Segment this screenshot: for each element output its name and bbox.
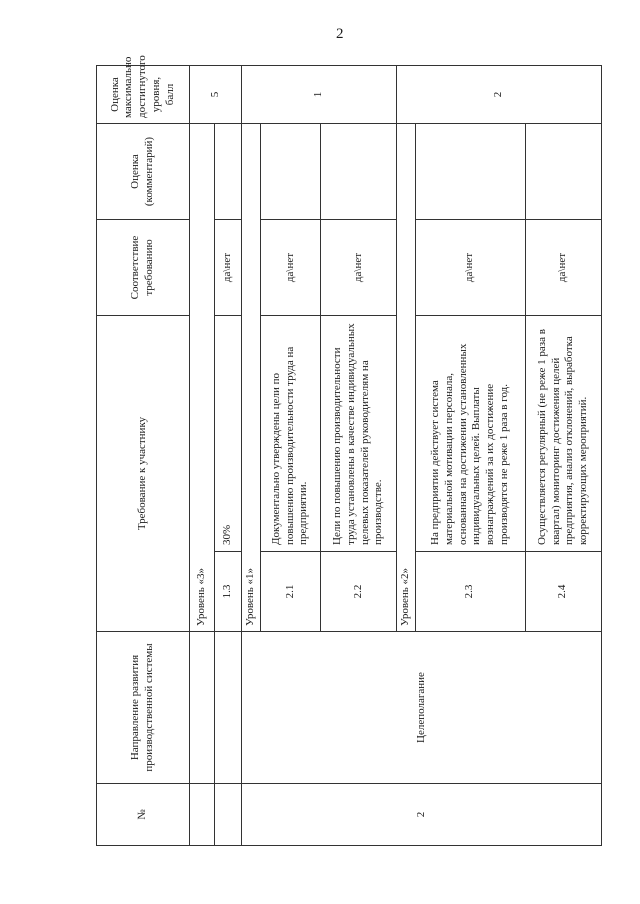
compliance-value: да\нет bbox=[215, 220, 242, 316]
empty-direction-cell bbox=[215, 632, 242, 784]
level-1-score: 1 bbox=[242, 66, 397, 124]
header-compliance: Соответствие требованию bbox=[97, 220, 190, 316]
row-number: 2.3 bbox=[416, 552, 525, 632]
header-assessment: Оценка (комментарий) bbox=[97, 124, 190, 220]
requirement-text: Осуществляется регулярный (не реже 1 раза в квартал) мониторинг достижения целей предприятия, анализ отклонений, выработка корректирующих мероприятий. bbox=[525, 316, 602, 552]
header-num: № bbox=[97, 784, 190, 846]
header-row bbox=[97, 66, 190, 846]
empty-num-cell bbox=[215, 784, 242, 846]
row-number: 2.4 bbox=[525, 552, 602, 632]
requirement-text: На предприятии действует система материальной мотивации персонала, основанная на достижении установленных индивидуальных целей. Выплаты вознаграждений за их достижение производятся не реже 1 раза в год. bbox=[416, 316, 525, 552]
assessment-cell bbox=[525, 124, 602, 220]
level-2-label: Уровень «2» bbox=[397, 124, 416, 632]
section-number: 2 bbox=[242, 784, 602, 846]
assessment-cell bbox=[320, 124, 396, 220]
page-number: 2 bbox=[336, 26, 344, 42]
row-number: 2.2 bbox=[320, 552, 396, 632]
requirement-text: Цели по повышению производительности труда установлены в качестве индивидуальных целевых показателей руководителям на производстве. bbox=[320, 316, 396, 552]
compliance-value: да\нет bbox=[416, 220, 525, 316]
level-2-score: 2 bbox=[397, 66, 602, 124]
compliance-value: да\нет bbox=[260, 220, 320, 316]
rotated-table-container bbox=[96, 55, 602, 846]
level-3-score: 5 bbox=[190, 66, 242, 124]
assessment-cell bbox=[215, 124, 242, 220]
compliance-value: да\нет bbox=[525, 220, 602, 316]
level-1-label: Уровень «1» bbox=[242, 124, 261, 632]
row-number: 2.1 bbox=[260, 552, 320, 632]
assessment-cell bbox=[416, 124, 525, 220]
compliance-value: да\нет bbox=[320, 220, 396, 316]
level-3-label: Уровень «3» bbox=[190, 124, 215, 632]
requirement-text: Документально утверждены цели по повышению производительности труда на предприятии. bbox=[260, 316, 320, 552]
table-row bbox=[190, 66, 215, 846]
header-max-score: Оценка максимально достигнутого уровня, балл bbox=[97, 66, 190, 124]
header-direction: Направление развития производственной системы bbox=[97, 632, 190, 784]
assessment-cell bbox=[260, 124, 320, 220]
table-row bbox=[215, 66, 242, 846]
requirement-text: 30% bbox=[215, 316, 242, 552]
section-direction: Целеполагание bbox=[242, 632, 602, 784]
header-requirement: Требование к участнику bbox=[97, 316, 190, 632]
empty-direction-cell bbox=[190, 632, 215, 784]
table-row bbox=[242, 66, 261, 846]
empty-num-cell bbox=[190, 784, 215, 846]
row-number: 1.3 bbox=[215, 552, 242, 632]
requirements-table bbox=[96, 55, 602, 846]
